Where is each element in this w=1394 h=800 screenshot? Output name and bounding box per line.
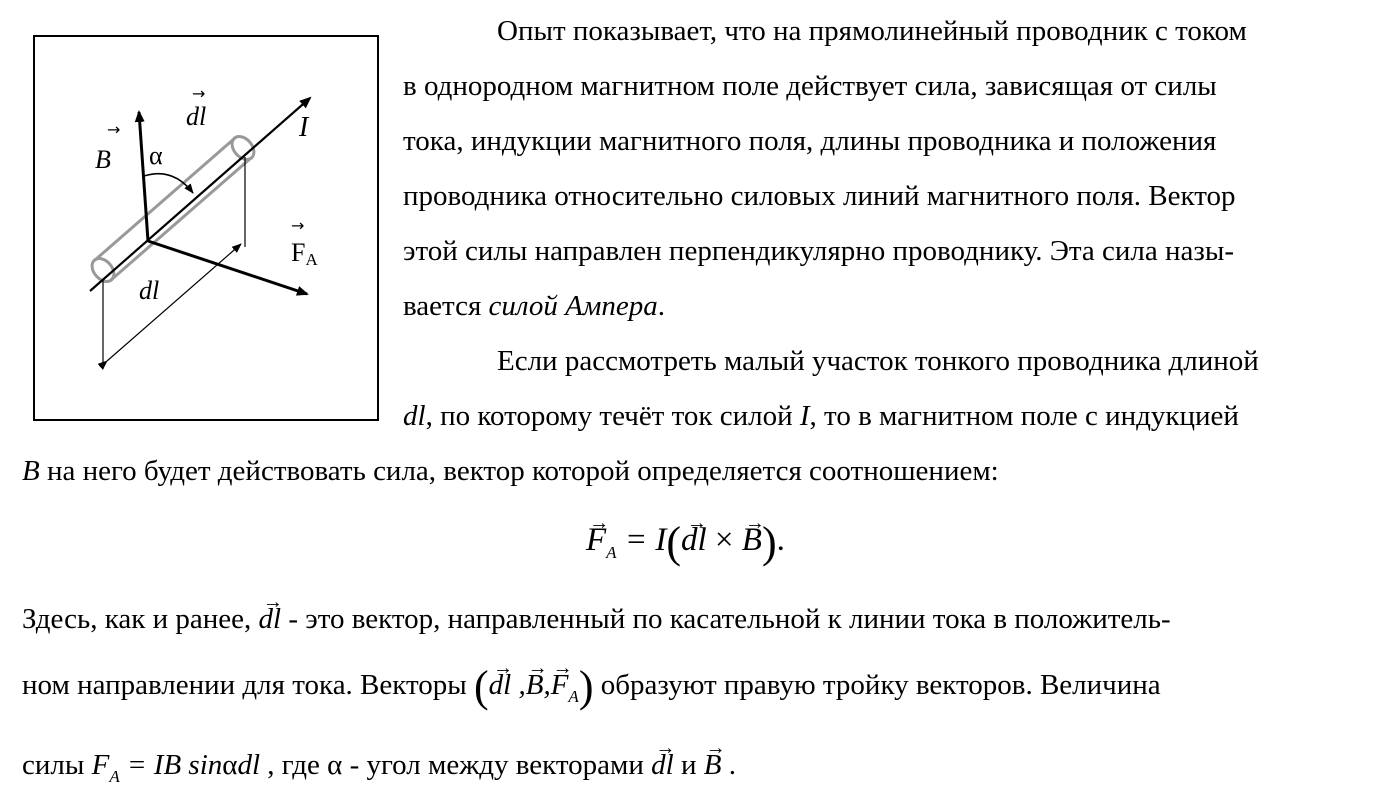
para3-line3: силы $F_A$ = IB sinαdl , где α - угол между векторами → dl и → B . [22, 748, 736, 794]
label-b: B [95, 145, 111, 174]
label-alpha: α [149, 141, 163, 170]
figure-svg [33, 35, 379, 421]
label-dl-top: dl [186, 102, 207, 131]
para1-line3: тока, индукции магнитного поля, длины проводника и положения [403, 125, 1217, 157]
label-current: I [299, 112, 309, 143]
ampere-force-formula: → $F_A = I(\to$ dl × → B). [586, 520, 785, 573]
figure-frame [34, 36, 378, 420]
para3-line1: Здесь, как и ранее, → dl - это вектор, направленный по касательной к линии тока в положитель- [22, 602, 1171, 636]
para1-line1: Опыт показывает, что на прямолинейный проводник с током [497, 15, 1247, 47]
dl-dimension-arrow [107, 244, 241, 361]
label-fa-arrow-icon: → [291, 216, 305, 235]
para1-line6: вается силой Ампера. [403, 290, 666, 322]
ampere-force-figure [33, 35, 379, 421]
ampere-force-term: силой Ампера [488, 290, 658, 322]
para2-line1: Если рассмотреть малый участок тонкого проводника длиной [497, 345, 1259, 377]
para2-line2: dl, по которому течёт ток силой I, то в магнитном поле с индукцией [403, 400, 1239, 432]
para1-line5: этой силы направлен перпендикулярно проводнику. Эта сила назы- [403, 235, 1235, 267]
para3-line2: ном направлении для тока. Векторы (→ dl ,→ $B,\to F_A$) образуют правую тройку векторов. Величина [22, 668, 1161, 714]
label-fa: FA [291, 238, 318, 269]
fa-vector-arrow [148, 241, 307, 294]
label-dl-bottom: dl [139, 276, 160, 305]
label-b-arrow-icon: → [107, 120, 121, 139]
alpha-arc [144, 174, 193, 193]
conductor-cylinder [88, 132, 259, 285]
para1-line4: проводника относительно силовых линий магнитного поля. Вектор [403, 180, 1236, 212]
para2-line3: B на него будет действовать сила, вектор которой определяется соотношением: [22, 455, 999, 487]
para1-line2: в однородном магнитном поле действует сила, зависящая от силы [403, 70, 1217, 102]
label-dl-arrow-icon: → [192, 84, 206, 103]
